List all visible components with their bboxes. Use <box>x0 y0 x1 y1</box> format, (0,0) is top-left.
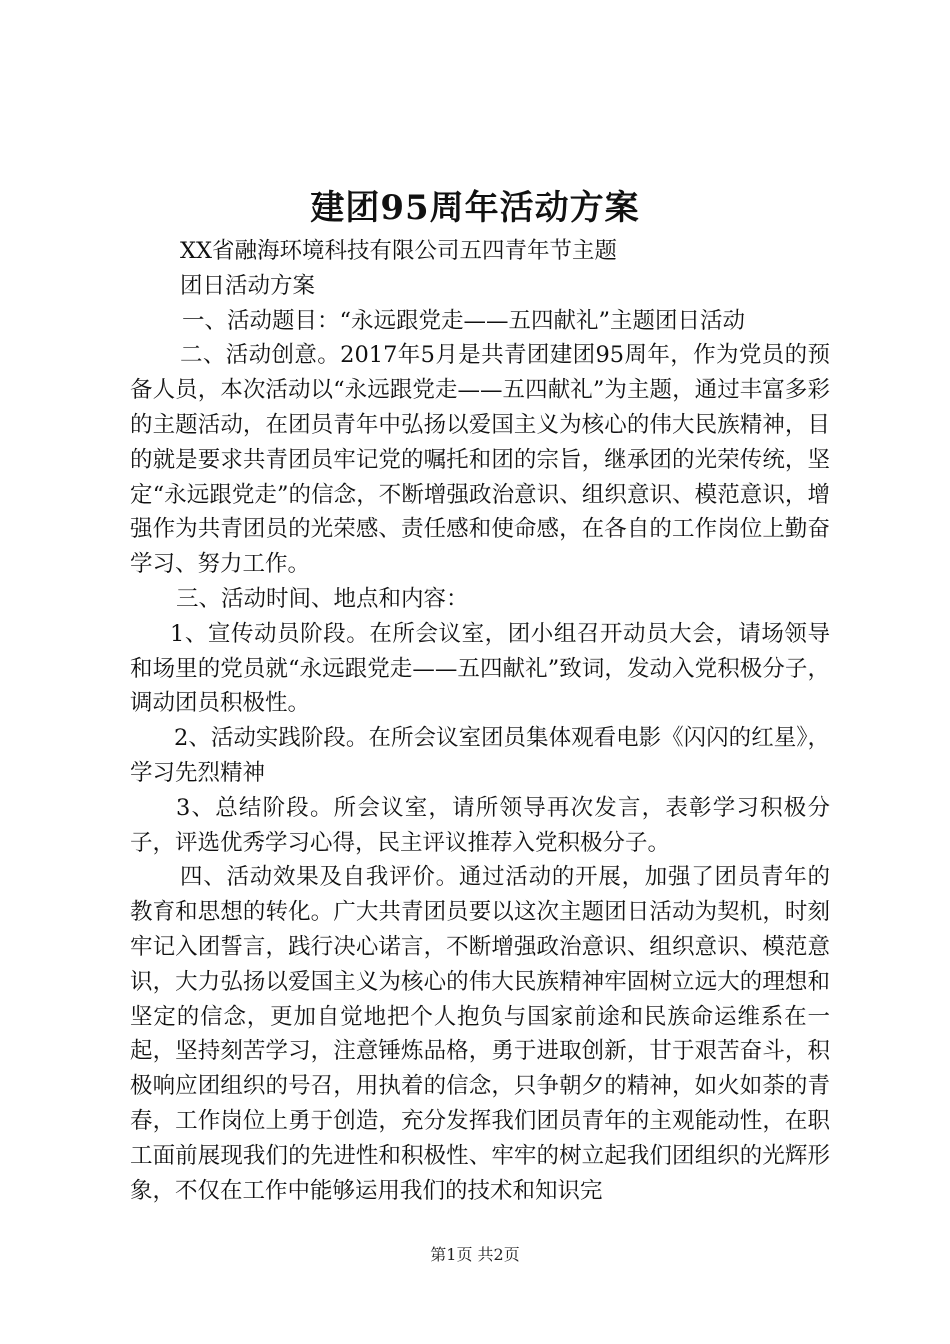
paragraph-effect-evaluation: 四、活动效果及自我评价。通过活动的开展，加强了团员青年的教育和思想的转化。广大共青团员要以这次主题团日活动为契机，时刻牢记入团誓言，践行决心诺言，不断增强政治意识、组织意识、模范意识，大力弘扬以爱国主义为核心的伟大民族精神牢固树立远大的理想和坚定的信念，更加自觉地把个人抱负与国家前途和民族命运维系在一起，坚持刻苦学习，注意锤炼品格，勇于进取创新，甘于艰苦奋斗，积极响应团组织的号召，用执着的信念，只争朝夕的精神，如火如荼的青春，工作岗位上勇于创造，充分发挥我们团员青年的主观能动性，在职工面前展现我们的先进性和积极性、牢牢的树立起我们团组织的光辉形象，不仅在工作中能够运用我们的技术和知识完 <box>130 864 830 1204</box>
paragraph-stage-one: 1、宣传动员阶段。在所会议室，团小组召开动员大会，请场领导和场里的党员就“永远跟党走——五四献礼”致词，发动入党积极分子，调动团员积极性。 <box>130 620 830 717</box>
paragraph-activity-idea: 二、活动创意。2017年5月是共青团建团95周年，作为党员的预备人员，本次活动以“永远跟党走——五四献礼”为主题，通过丰富多彩的主题活动，在团员青年中弘扬以爱国主义为核心的伟大民族精神，目的就是要求共青团员牢记党的嘱托和团的宗旨，继承团的光荣传统，坚定“永远跟党走”的信念，不断增强政治意识、组织意识、模范意识，增强作为共青团员的光荣感、责任感和使命感，在各自的工作岗位上勤奋学习、努力工作。 <box>130 342 830 578</box>
paragraph-activity-topic: 一、活动题目：“永远跟党走——五四献礼”主题团日活动 <box>182 307 746 334</box>
document-title: 建团95周年活动方案 <box>310 188 640 228</box>
paragraph-plan-heading: 团日活动方案 <box>180 272 316 299</box>
paragraph-stage-two: 2、活动实践阶段。在所会议室团员集体观看电影《闪闪的红星》，学习先烈精神 <box>130 725 830 786</box>
document-body <box>130 234 830 1208</box>
paragraph-time-place-content: 三、活动时间、地点和内容： <box>176 585 469 612</box>
page-footer: 第1页 共2页 <box>430 1245 520 1264</box>
paragraph-company-heading: XX省融海环境科技有限公司五四青年节主题 <box>180 238 618 264</box>
paragraph-stage-three: 3、总结阶段。所会议室，请所领导再次发言，表彰学习积极分子，评选优秀学习心得，民主评议推荐入党积极分子。 <box>130 794 830 856</box>
